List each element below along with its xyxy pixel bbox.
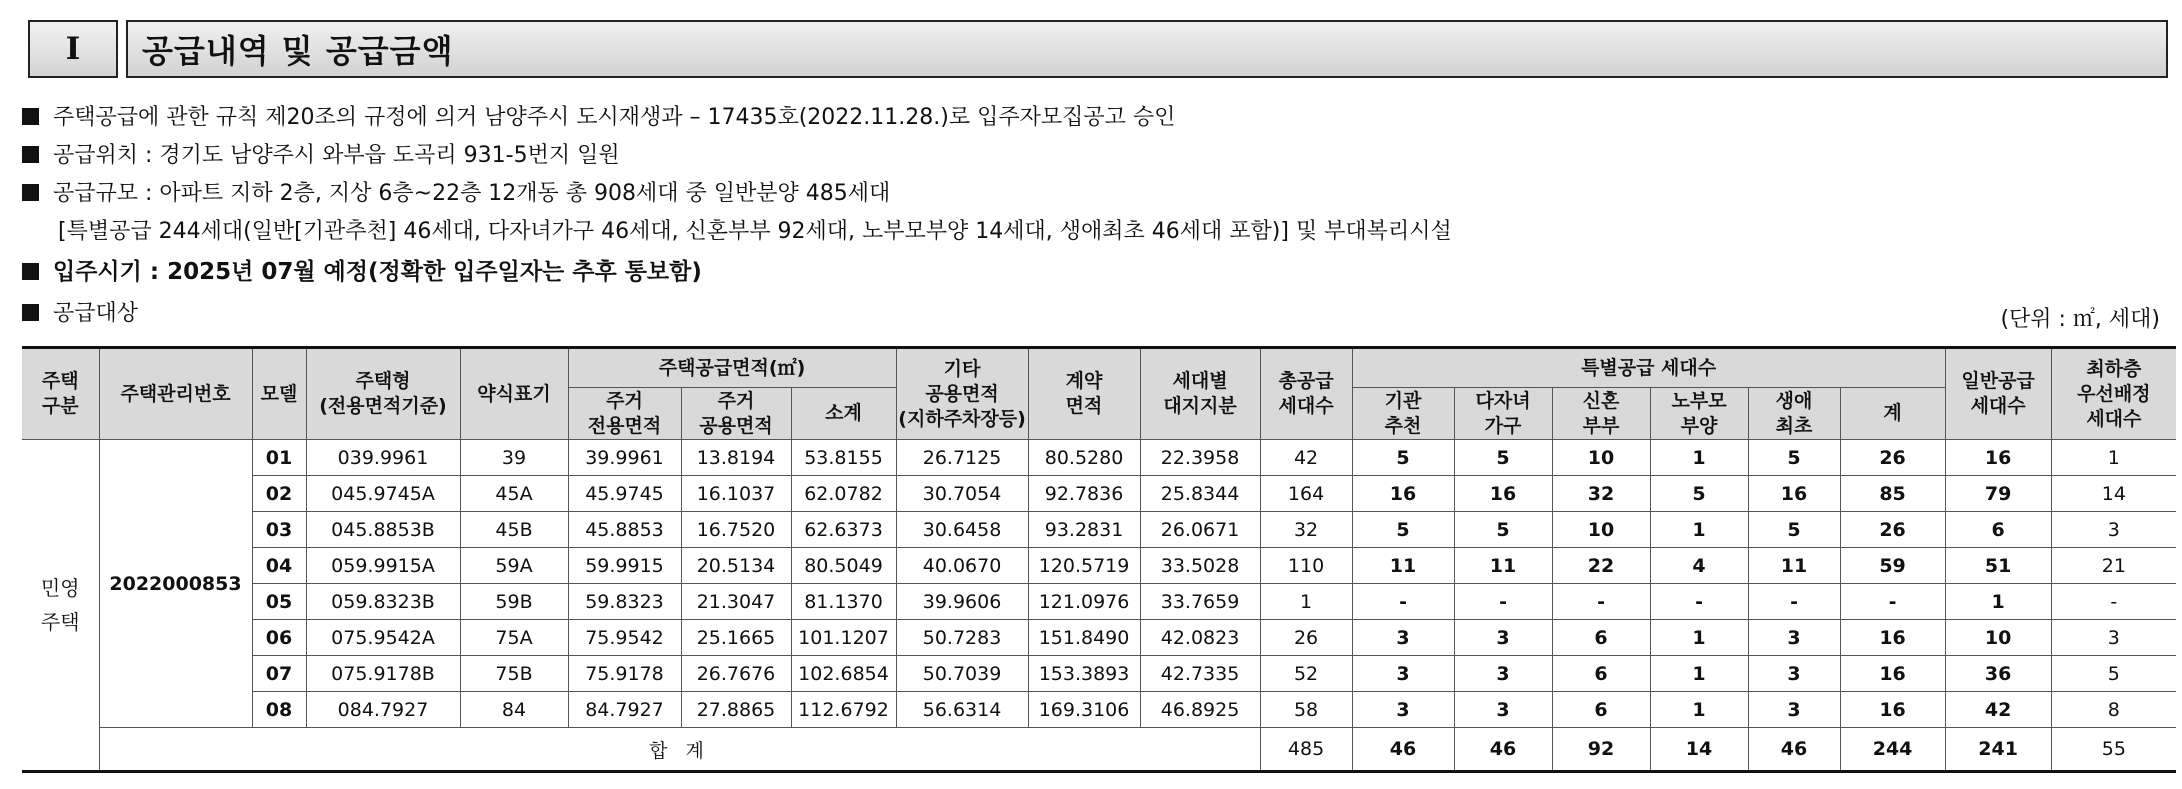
unit-note: (단위 : ㎡, 세대) xyxy=(2000,307,2160,332)
other-common-area-cell: 50.7283 xyxy=(896,620,1028,656)
contract-area-cell: 92.7836 xyxy=(1028,476,1140,512)
land-share-cell: 33.7659 xyxy=(1140,584,1260,620)
total-units-cell: 42 xyxy=(1260,440,1352,476)
col-other-common-area: 기타 공용면적 (지하주차장등) xyxy=(896,348,1028,440)
special-elderly-parent-cell: 1 xyxy=(1650,692,1748,728)
contract-area-cell: 121.0976 xyxy=(1028,584,1140,620)
special-institution-cell: 5 xyxy=(1352,440,1454,476)
area-subtotal-cell: 80.5049 xyxy=(791,548,896,584)
general-units-cell: 79 xyxy=(1945,476,2051,512)
management-number-cell: 2022000853 xyxy=(99,440,252,728)
special-multichild-cell: 3 xyxy=(1454,656,1552,692)
col-lowest-floor: 최하층 우선배정 세대수 xyxy=(2051,348,2176,440)
land-share-cell: 33.5028 xyxy=(1140,548,1260,584)
short-notation-cell: 59A xyxy=(460,548,568,584)
table-header-row xyxy=(22,348,2176,388)
model-cell: 06 xyxy=(252,620,306,656)
total-general-cell: 241 xyxy=(1945,728,2051,772)
area-subtotal-cell: 112.6792 xyxy=(791,692,896,728)
special-first-time-cell: - xyxy=(1748,584,1840,620)
total-units-cell: 26 xyxy=(1260,620,1352,656)
special-multichild-cell: - xyxy=(1454,584,1552,620)
special-first-time-cell: 5 xyxy=(1748,440,1840,476)
table-row xyxy=(22,440,2176,476)
special-elderly-parent-cell: 4 xyxy=(1650,548,1748,584)
lowest-floor-cell: 1 xyxy=(2051,440,2176,476)
total-units-sum-cell: 485 xyxy=(1260,728,1352,772)
special-institution-cell: - xyxy=(1352,584,1454,620)
model-cell: 03 xyxy=(252,512,306,548)
area-subtotal-cell: 81.1370 xyxy=(791,584,896,620)
special-newlywed-cell: - xyxy=(1552,584,1650,620)
model-cell: 08 xyxy=(252,692,306,728)
other-common-area-cell: 56.6314 xyxy=(896,692,1028,728)
special-newlywed-cell: 10 xyxy=(1552,512,1650,548)
col-special-multichild: 다자녀 가구 xyxy=(1454,388,1552,440)
house-type-cell: 045.8853B xyxy=(306,512,460,548)
area-common-cell: 16.1037 xyxy=(681,476,791,512)
total-units-cell: 164 xyxy=(1260,476,1352,512)
col-special-first-time: 생애 최초 xyxy=(1748,388,1840,440)
lowest-floor-cell: 3 xyxy=(2051,620,2176,656)
col-model: 모델 xyxy=(252,348,306,440)
special-multichild-cell: 5 xyxy=(1454,512,1552,548)
special-institution-cell: 16 xyxy=(1352,476,1454,512)
contract-area-cell: 151.8490 xyxy=(1028,620,1140,656)
contract-area-cell: 120.5719 xyxy=(1028,548,1140,584)
col-housing-category: 주택 구분 xyxy=(22,348,99,440)
land-share-cell: 25.8344 xyxy=(1140,476,1260,512)
col-group-supply-area: 주택공급면적(㎡) xyxy=(568,348,896,388)
lowest-floor-cell: 21 xyxy=(2051,548,2176,584)
total-units-cell: 32 xyxy=(1260,512,1352,548)
note-supply-target xyxy=(22,300,138,328)
total-units-cell: 58 xyxy=(1260,692,1352,728)
land-share-cell: 46.8925 xyxy=(1140,692,1260,728)
note-scale-detail: [특별공급 244세대(일반[기관추천] 46세대, 다자녀가구 46세대, 신혼부부 92세대, 노부모부양 14세대, 생애최초 46세대 포함)] 및 부대복리시설 xyxy=(58,219,1452,244)
short-notation-cell: 84 xyxy=(460,692,568,728)
total-special-sum-cell: 244 xyxy=(1840,728,1945,772)
land-share-cell: 42.7335 xyxy=(1140,656,1260,692)
col-special-institution: 기관 추천 xyxy=(1352,388,1454,440)
short-notation-cell: 59B xyxy=(460,584,568,620)
note-location-text: 공급위치 : 경기도 남양주시 와부읍 도곡리 931-5번지 일원 xyxy=(53,143,620,168)
col-group-special-supply: 특별공급 세대수 xyxy=(1352,348,1945,388)
area-common-cell: 25.1665 xyxy=(681,620,791,656)
short-notation-cell: 75B xyxy=(460,656,568,692)
col-land-share: 세대별 대지지분 xyxy=(1140,348,1260,440)
special-multichild-cell: 5 xyxy=(1454,440,1552,476)
area-subtotal-cell: 53.8155 xyxy=(791,440,896,476)
note-scale xyxy=(22,180,890,208)
col-house-type: 주택형 (전용면적기준) xyxy=(306,348,460,440)
note-scale-text: 공급규모 : 아파트 지하 2층, 지상 6층~22층 12개동 총 908세대 중 일반분양 485세대 xyxy=(53,181,891,206)
area-exclusive-cell: 39.9961 xyxy=(568,440,681,476)
land-share-cell: 22.3958 xyxy=(1140,440,1260,476)
note-move-in-text: 입주시기 : 2025년 07월 예정(정확한 입주일자는 추후 통보함) xyxy=(53,259,702,285)
total-first-time-cell: 46 xyxy=(1748,728,1840,772)
special-sum-cell: 85 xyxy=(1840,476,1945,512)
special-sum-cell: 59 xyxy=(1840,548,1945,584)
supply-table xyxy=(22,346,2176,773)
house-type-cell: 075.9542A xyxy=(306,620,460,656)
lowest-floor-cell: 8 xyxy=(2051,692,2176,728)
contract-area-cell: 153.3893 xyxy=(1028,656,1140,692)
section-title: 공급내역 및 공급금액 xyxy=(126,20,2168,78)
special-sum-cell: - xyxy=(1840,584,1945,620)
short-notation-cell: 75A xyxy=(460,620,568,656)
table-row xyxy=(22,692,2176,728)
general-units-cell: 1 xyxy=(1945,584,2051,620)
special-newlywed-cell: 32 xyxy=(1552,476,1650,512)
special-multichild-cell: 3 xyxy=(1454,620,1552,656)
land-share-cell: 42.0823 xyxy=(1140,620,1260,656)
col-contract-area: 계약 면적 xyxy=(1028,348,1140,440)
special-newlywed-cell: 6 xyxy=(1552,692,1650,728)
special-newlywed-cell: 6 xyxy=(1552,656,1650,692)
area-exclusive-cell: 45.9745 xyxy=(568,476,681,512)
special-elderly-parent-cell: 5 xyxy=(1650,476,1748,512)
special-newlywed-cell: 10 xyxy=(1552,440,1650,476)
total-multichild-cell: 46 xyxy=(1454,728,1552,772)
area-exclusive-cell: 59.8323 xyxy=(568,584,681,620)
note-approval xyxy=(22,104,1175,132)
special-first-time-cell: 5 xyxy=(1748,512,1840,548)
col-area-common: 주거 공용면적 xyxy=(681,388,791,440)
section-header xyxy=(28,20,2168,78)
house-type-cell: 059.8323B xyxy=(306,584,460,620)
area-common-cell: 20.5134 xyxy=(681,548,791,584)
contract-area-cell: 80.5280 xyxy=(1028,440,1140,476)
total-lowest-floor-cell: 55 xyxy=(2051,728,2176,772)
bullet-square-icon xyxy=(22,108,39,125)
total-newlywed-cell: 92 xyxy=(1552,728,1650,772)
area-exclusive-cell: 45.8853 xyxy=(568,512,681,548)
special-multichild-cell: 16 xyxy=(1454,476,1552,512)
special-sum-cell: 16 xyxy=(1840,620,1945,656)
contract-area-cell: 93.2831 xyxy=(1028,512,1140,548)
note-supply-target-text: 공급대상 xyxy=(53,301,139,326)
other-common-area-cell: 26.7125 xyxy=(896,440,1028,476)
note-move-in xyxy=(22,258,702,286)
total-institution-cell: 46 xyxy=(1352,728,1454,772)
bullet-square-icon xyxy=(22,184,39,201)
area-subtotal-cell: 62.6373 xyxy=(791,512,896,548)
table-row xyxy=(22,548,2176,584)
special-first-time-cell: 3 xyxy=(1748,692,1840,728)
area-exclusive-cell: 84.7927 xyxy=(568,692,681,728)
table-row xyxy=(22,512,2176,548)
area-subtotal-cell: 102.6854 xyxy=(791,656,896,692)
area-exclusive-cell: 75.9542 xyxy=(568,620,681,656)
model-cell: 01 xyxy=(252,440,306,476)
col-area-exclusive: 주거 전용면적 xyxy=(568,388,681,440)
special-sum-cell: 16 xyxy=(1840,656,1945,692)
short-notation-cell: 45A xyxy=(460,476,568,512)
general-units-cell: 6 xyxy=(1945,512,2051,548)
total-units-cell: 1 xyxy=(1260,584,1352,620)
other-common-area-cell: 39.9606 xyxy=(896,584,1028,620)
lowest-floor-cell: 14 xyxy=(2051,476,2176,512)
general-units-cell: 10 xyxy=(1945,620,2051,656)
area-subtotal-cell: 101.1207 xyxy=(791,620,896,656)
bullet-square-icon xyxy=(22,304,39,321)
area-exclusive-cell: 75.9178 xyxy=(568,656,681,692)
special-multichild-cell: 11 xyxy=(1454,548,1552,584)
col-total-units: 총공급 세대수 xyxy=(1260,348,1352,440)
general-units-cell: 16 xyxy=(1945,440,2051,476)
house-type-cell: 075.9178B xyxy=(306,656,460,692)
housing-category-cell: 민영 주택 xyxy=(22,440,99,772)
model-cell: 07 xyxy=(252,656,306,692)
total-units-cell: 110 xyxy=(1260,548,1352,584)
area-common-cell: 16.7520 xyxy=(681,512,791,548)
col-area-subtotal: 소계 xyxy=(791,388,896,440)
col-general-units: 일반공급 세대수 xyxy=(1945,348,2051,440)
model-cell: 02 xyxy=(252,476,306,512)
total-elderly-parent-cell: 14 xyxy=(1650,728,1748,772)
total-units-cell: 52 xyxy=(1260,656,1352,692)
note-location xyxy=(22,142,620,170)
special-institution-cell: 5 xyxy=(1352,512,1454,548)
special-multichild-cell: 3 xyxy=(1454,692,1552,728)
bullet-square-icon xyxy=(22,263,39,280)
other-common-area-cell: 40.0670 xyxy=(896,548,1028,584)
model-cell: 05 xyxy=(252,584,306,620)
general-units-cell: 36 xyxy=(1945,656,2051,692)
area-subtotal-cell: 62.0782 xyxy=(791,476,896,512)
other-common-area-cell: 50.7039 xyxy=(896,656,1028,692)
area-common-cell: 13.8194 xyxy=(681,440,791,476)
special-sum-cell: 26 xyxy=(1840,512,1945,548)
special-institution-cell: 3 xyxy=(1352,692,1454,728)
area-common-cell: 26.7676 xyxy=(681,656,791,692)
bullet-square-icon xyxy=(22,146,39,163)
special-institution-cell: 11 xyxy=(1352,548,1454,584)
section-number: I xyxy=(28,20,118,78)
general-units-cell: 51 xyxy=(1945,548,2051,584)
special-first-time-cell: 16 xyxy=(1748,476,1840,512)
special-first-time-cell: 3 xyxy=(1748,620,1840,656)
note-approval-text: 주택공급에 관한 규칙 제20조의 규정에 의거 남양주시 도시재생과 – 17435호(2022.11.28.)로 입주자모집공고 승인 xyxy=(53,105,1176,130)
special-sum-cell: 16 xyxy=(1840,692,1945,728)
lowest-floor-cell: 5 xyxy=(2051,656,2176,692)
short-notation-cell: 45B xyxy=(460,512,568,548)
special-elderly-parent-cell: 1 xyxy=(1650,656,1748,692)
land-share-cell: 26.0671 xyxy=(1140,512,1260,548)
special-institution-cell: 3 xyxy=(1352,620,1454,656)
lowest-floor-cell: - xyxy=(2051,584,2176,620)
col-special-newlywed: 신혼 부부 xyxy=(1552,388,1650,440)
table-row xyxy=(22,620,2176,656)
area-exclusive-cell: 59.9915 xyxy=(568,548,681,584)
table-row xyxy=(22,476,2176,512)
total-label-cell: 합 계 xyxy=(99,728,1260,772)
house-type-cell: 059.9915A xyxy=(306,548,460,584)
general-units-cell: 42 xyxy=(1945,692,2051,728)
special-first-time-cell: 3 xyxy=(1748,656,1840,692)
model-cell: 04 xyxy=(252,548,306,584)
special-elderly-parent-cell: 1 xyxy=(1650,512,1748,548)
special-first-time-cell: 11 xyxy=(1748,548,1840,584)
special-newlywed-cell: 6 xyxy=(1552,620,1650,656)
special-elderly-parent-cell: 1 xyxy=(1650,620,1748,656)
house-type-cell: 039.9961 xyxy=(306,440,460,476)
area-common-cell: 27.8865 xyxy=(681,692,791,728)
special-newlywed-cell: 22 xyxy=(1552,548,1650,584)
lowest-floor-cell: 3 xyxy=(2051,512,2176,548)
table-row xyxy=(22,584,2176,620)
other-common-area-cell: 30.7054 xyxy=(896,476,1028,512)
area-common-cell: 21.3047 xyxy=(681,584,791,620)
special-elderly-parent-cell: - xyxy=(1650,584,1748,620)
special-institution-cell: 3 xyxy=(1352,656,1454,692)
short-notation-cell: 39 xyxy=(460,440,568,476)
table-row xyxy=(22,656,2176,692)
col-short-notation: 약식표기 xyxy=(460,348,568,440)
col-special-sum: 계 xyxy=(1840,388,1945,440)
other-common-area-cell: 30.6458 xyxy=(896,512,1028,548)
special-sum-cell: 26 xyxy=(1840,440,1945,476)
col-management-number: 주택관리번호 xyxy=(99,348,252,440)
col-special-elderly-parent: 노부모 부양 xyxy=(1650,388,1748,440)
contract-area-cell: 169.3106 xyxy=(1028,692,1140,728)
house-type-cell: 045.9745A xyxy=(306,476,460,512)
special-elderly-parent-cell: 1 xyxy=(1650,440,1748,476)
house-type-cell: 084.7927 xyxy=(306,692,460,728)
table-total-row xyxy=(22,728,2176,772)
